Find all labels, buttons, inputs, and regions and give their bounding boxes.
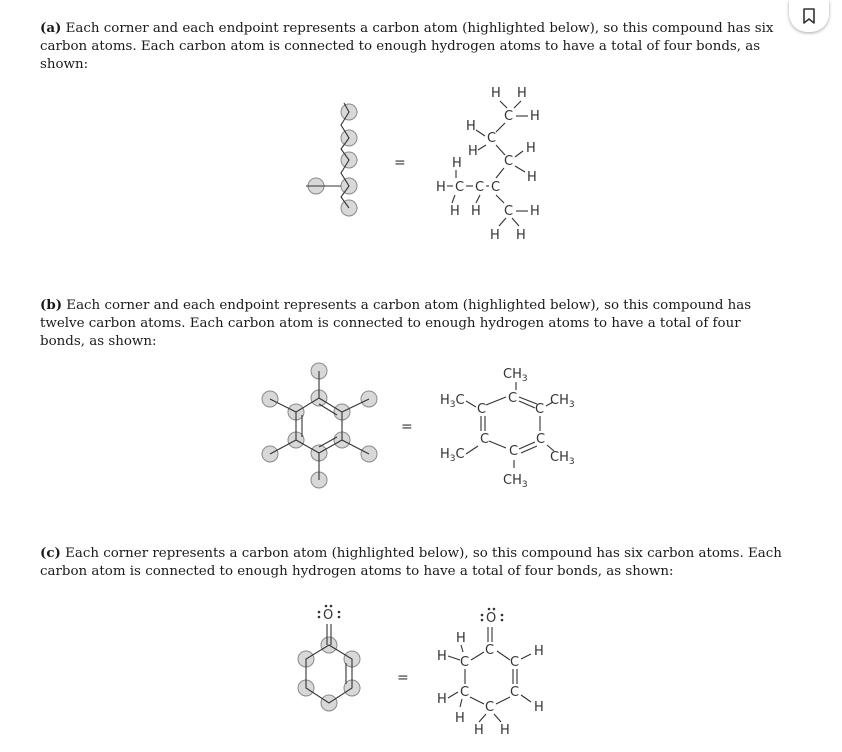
atom-h: H [530, 109, 540, 124]
atom-h: H [436, 180, 446, 195]
part-a-body: Each corner and each endpoint represents a carbon atom (highlighted below), so this compound has six carbon atoms. Each carbon atom is connected to enough hydrogen atoms to have a total of four bonds, as shown: [40, 21, 774, 73]
atom-c: C [475, 180, 485, 195]
figure-a [306, 86, 540, 243]
part-c-label: (c) [40, 545, 61, 562]
equals-sign-c: = [397, 670, 409, 686]
atom-c: C [485, 643, 495, 658]
atom-ch3: $CH_3$ [503, 473, 528, 490]
figure-b-structural [440, 367, 575, 490]
atom-c: C [504, 109, 514, 124]
atom-h: H [526, 141, 536, 156]
atom-h: H [474, 723, 484, 738]
atom-h: H [516, 228, 526, 243]
figure-c-structural [437, 608, 544, 738]
figure-b-skeletal [262, 363, 377, 488]
atom-o: O [323, 608, 334, 623]
equals-sign-b: = [401, 419, 413, 435]
atom-c: C [487, 131, 497, 146]
equals-sign-a: = [394, 155, 406, 171]
atom-c: C [491, 180, 501, 195]
part-c-body: Each corner represents a carbon atom (highlighted below), so this compound has six carbon atoms. Each carbon atom is connected to enough hydrogen atoms to have a total of four bonds, as shown: [40, 546, 782, 580]
atom-c: C [477, 402, 487, 417]
atom-o: O [486, 611, 497, 626]
figure-b [262, 363, 575, 490]
atom-h: H [517, 86, 527, 101]
figure-c-skeletal [298, 605, 360, 711]
atom-h: H [534, 644, 544, 659]
atom-c: C [460, 655, 470, 670]
figure-c [298, 605, 544, 738]
atom-h3c: $H_3C$ [440, 393, 465, 410]
atom-c: C [508, 391, 518, 406]
atom-h3c: $H_3C$ [440, 447, 465, 464]
atom-h: H [527, 170, 537, 185]
part-a-label: (a) [40, 20, 62, 37]
figure-a-structural [436, 86, 540, 243]
atom-h: H [456, 631, 466, 646]
atom-ch3: $CH_3$ [503, 367, 528, 384]
atom-c: C [485, 700, 495, 715]
atom-h: H [490, 228, 500, 243]
atom-h: H [437, 692, 447, 707]
atom-h: H [530, 204, 540, 219]
atom-h: H [452, 156, 462, 171]
part-b-body: Each corner and each endpoint represents a carbon atom (highlighted below), so this compound has twelve carbon atoms. Each carbon atom is connected to enough hydrogen atoms to have a total of four bonds, as shown: [40, 298, 752, 350]
atom-h: H [466, 119, 476, 134]
atom-c: C [460, 685, 470, 700]
atom-ch3: $CH_3$ [550, 450, 575, 467]
atom-h: H [437, 649, 447, 664]
atom-c: C [504, 154, 514, 169]
part-b-label: (b) [40, 297, 63, 314]
atom-h: H [471, 204, 481, 219]
atom-h: H [491, 86, 501, 101]
figure-a-skeletal [306, 103, 357, 216]
atom-c: C [504, 204, 514, 219]
atom-c: C [480, 432, 490, 447]
atom-h: H [534, 700, 544, 715]
atom-c: C [536, 432, 546, 447]
atom-h: H [500, 723, 510, 738]
atom-c: C [510, 655, 520, 670]
atom-c: C [535, 402, 545, 417]
atom-h: H [455, 711, 465, 726]
atom-h: H [450, 204, 460, 219]
atom-h: H [468, 144, 478, 159]
atom-c: C [509, 444, 519, 459]
atom-c: C [510, 685, 520, 700]
atom-c: C [455, 180, 465, 195]
atom-ch3: $CH_3$ [550, 393, 575, 410]
